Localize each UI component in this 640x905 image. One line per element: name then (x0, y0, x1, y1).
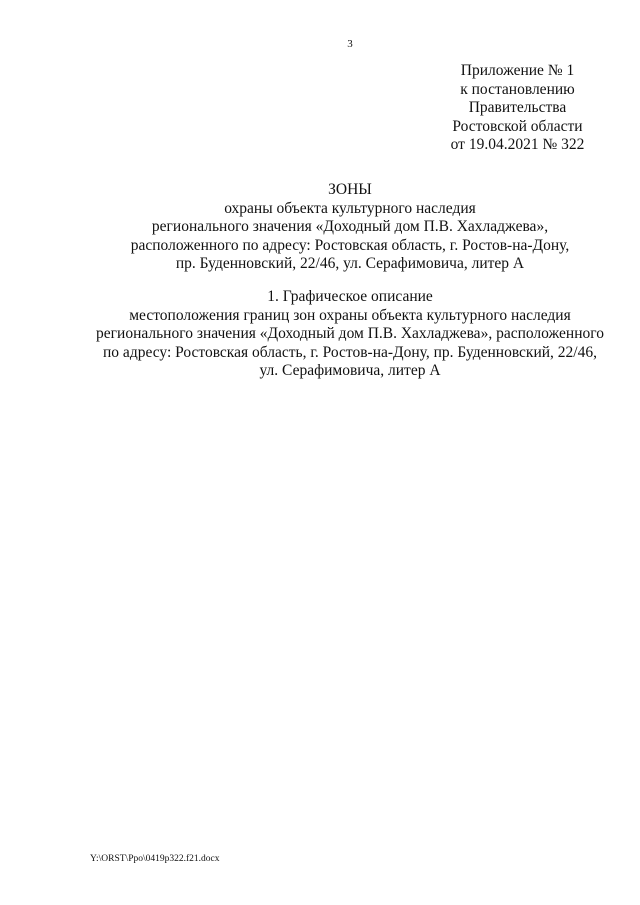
appendix-line: Ростовской области (452, 117, 583, 135)
page-number: 3 (347, 38, 353, 50)
appendix-block (430, 62, 605, 155)
section-line: ул. Серафимовича, литер А (259, 362, 441, 379)
title-line: регионального значения «Доходный дом П.В. Хахладжева», (151, 218, 549, 235)
section-line: местоположения границ зон охраны объекта культурного наследия (129, 306, 571, 324)
section-line: по адресу: Ростовская область, г. Ростов-на-Дону, пр. Буденновский, 22/46, (103, 343, 597, 361)
title-line: охраны объекта культурного наследия (224, 199, 476, 217)
title-line: пр. Буденновский, 22/46, ул. Серафимовича, литер А (175, 255, 525, 272)
appendix-line: Приложение № 1 (460, 62, 575, 79)
footer-file-path: Y:\ORST\Ppo\0419p322.f21.docx (90, 854, 220, 864)
appendix-line: к постановлению (460, 80, 575, 98)
document-title: ЗОНЫ (328, 181, 372, 198)
title-line: расположенного по адресу: Ростовская область, г. Ростов-на-Дону, (130, 236, 570, 254)
document-title-block (0, 181, 640, 274)
section-heading-block (0, 288, 640, 381)
section-heading: 1. Графическое описание (267, 288, 433, 305)
section-line: регионального значения «Доходный дом П.В. Хахладжева», расположенного (96, 325, 604, 342)
appendix-line: Правительства (468, 99, 567, 116)
appendix-line: от 19.04.2021 № 322 (450, 136, 585, 153)
